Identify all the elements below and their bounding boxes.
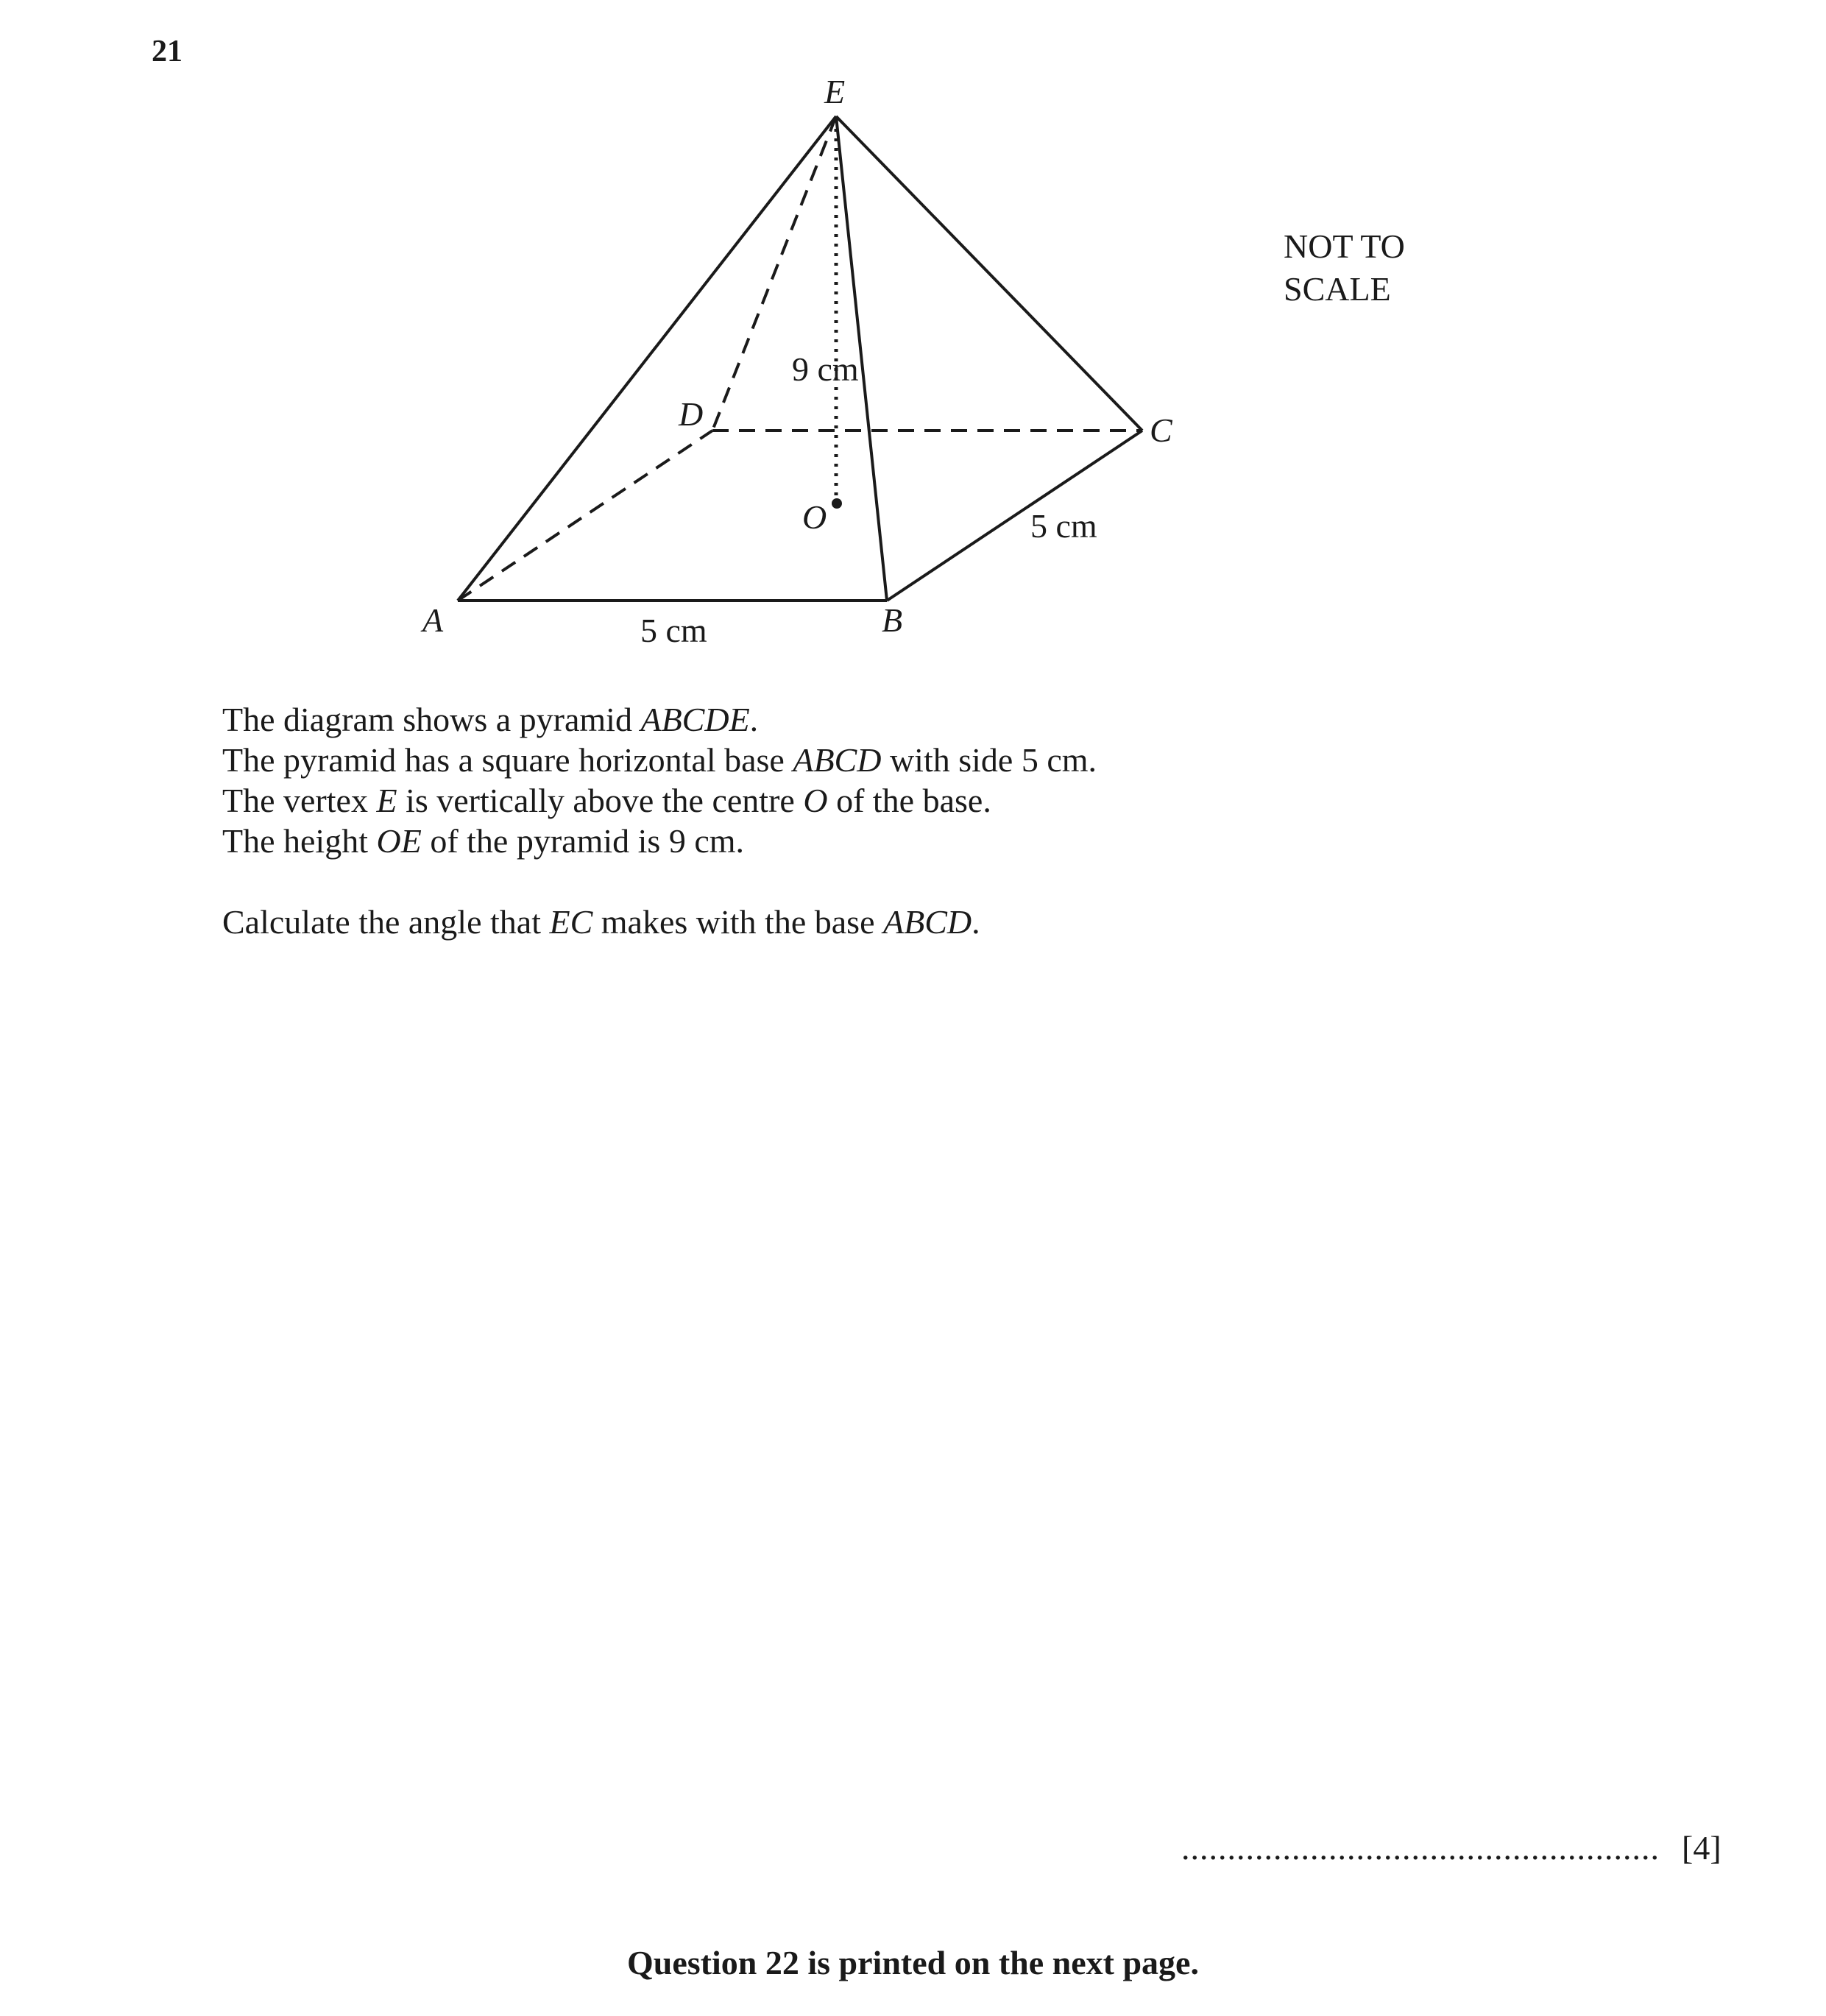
side-bc-label: 5 cm [1030,507,1097,545]
not-to-scale-note [1284,225,1405,311]
pyramid-diagram [0,0,1826,677]
question-line: The diagram shows a pyramid ABCDE. [222,701,759,738]
math-symbol: ABCD [883,903,972,941]
marks-label: [4] [1682,1829,1721,1867]
question-instruction: Calculate the angle that EC makes with the base ABCD. [222,903,980,941]
not-to-scale-line-2: SCALE [1284,270,1391,308]
math-symbol: E [376,782,397,819]
math-symbol: ABCDE [640,701,750,738]
vertex-label-c: C [1150,411,1172,449]
edge-ea [458,116,836,601]
answer-line[interactable] [1181,1828,1721,1867]
not-to-scale-line-1: NOT TO [1284,227,1405,265]
math-symbol: EC [549,903,593,941]
answer-dots[interactable]: .................................................... [1181,1829,1660,1867]
math-symbol: OE [376,822,422,860]
vertex-label-a: A [422,601,444,639]
vertex-label-d: D [679,395,704,433]
height-label: 9 cm [792,350,859,388]
edge-ad [458,431,712,601]
question-line: The height OE of the pyramid is 9 cm. [222,822,745,860]
spacer [222,861,1097,902]
edge-ec [836,116,1142,431]
math-symbol: ABCD [793,741,882,779]
footer-note: Question 22 is printed on the next page. [627,1944,1199,1981]
math-symbol: O [803,782,828,819]
centre-point-o [832,498,842,509]
edge-bc [887,431,1142,601]
side-ab-label: 5 cm [640,612,707,649]
question-line: The vertex E is vertically above the centre O of the base. [222,782,991,819]
vertex-label-e: E [824,73,846,110]
question-line: The pyramid has a square horizontal base ABCD with side 5 cm. [222,741,1097,779]
question-number: 21 [152,35,183,68]
vertex-label-b: B [882,601,903,639]
vertex-label-o: O [802,498,827,536]
question-text [222,699,1097,942]
